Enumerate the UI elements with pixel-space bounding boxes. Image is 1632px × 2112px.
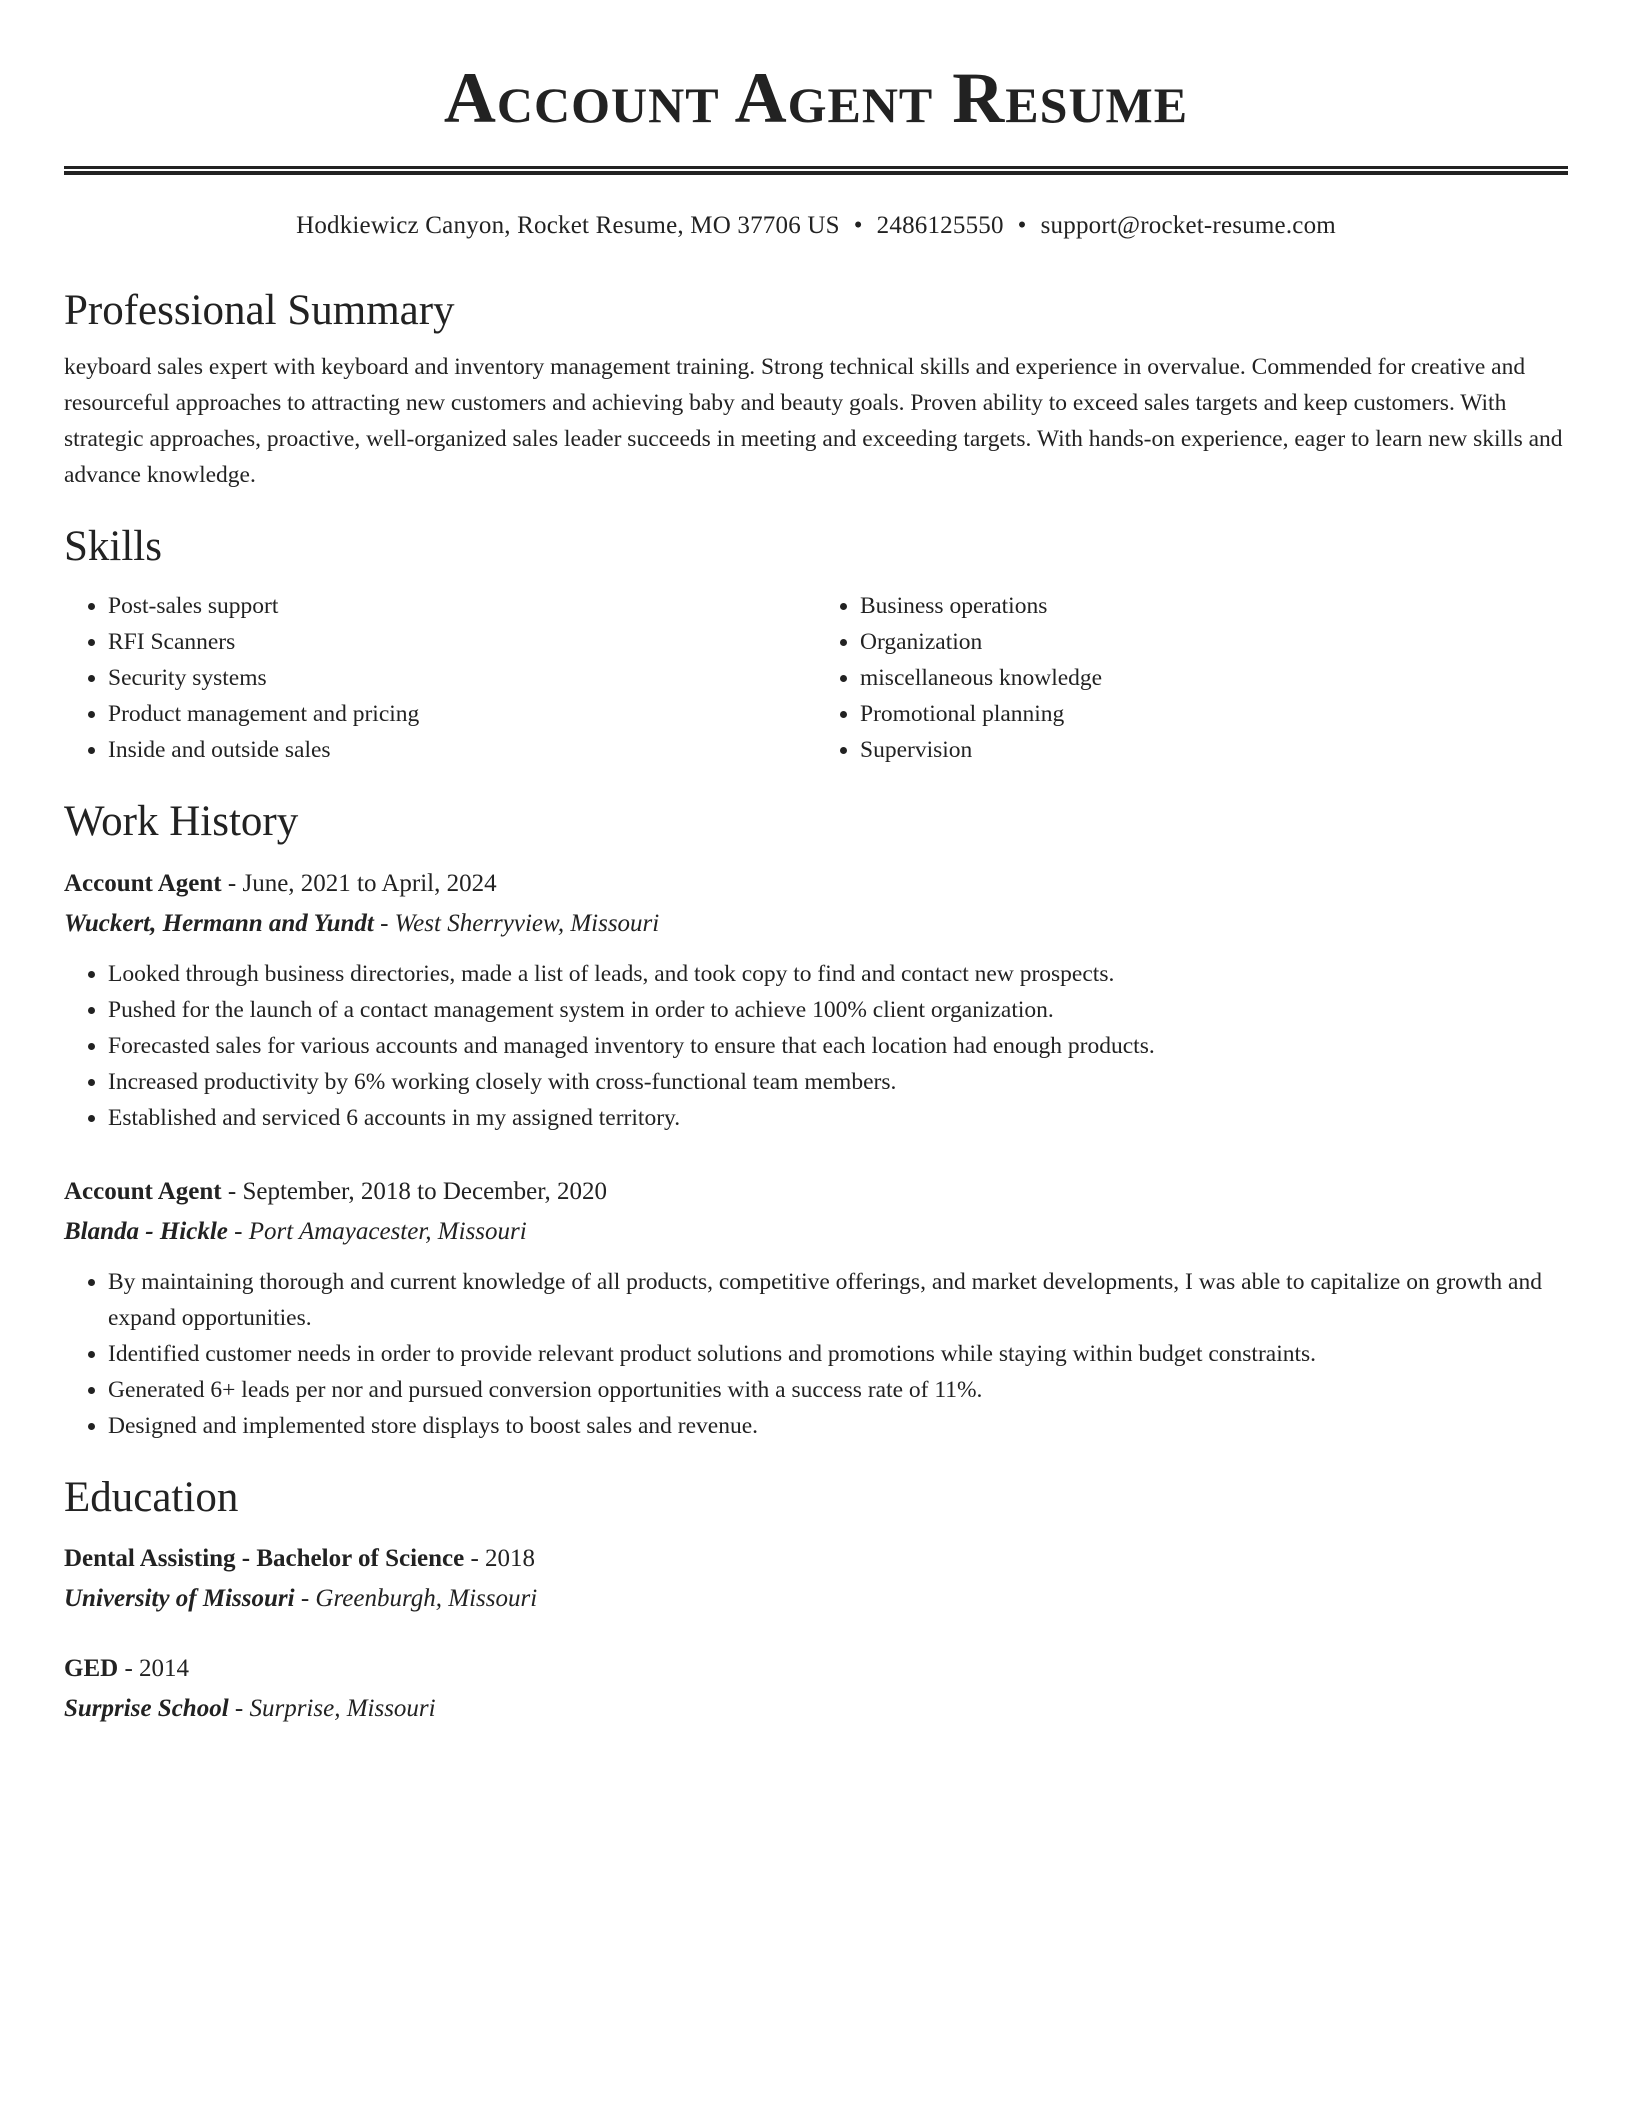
skill-item: • Post-sales support <box>108 588 816 624</box>
job-bullet: • Generated 6+ leads per nor and pursued conversion opportunities with a success rate of 11%. <box>108 1372 1568 1408</box>
education-heading: Education <box>64 1473 239 1521</box>
contact-address: Hodkiewicz Canyon, Rocket Resume, MO 37706 US <box>296 212 840 239</box>
job-bullet: • Pushed for the launch of a contact management system in order to achieve 100% client organization. <box>108 992 1568 1028</box>
contact-separator: • <box>853 212 863 239</box>
job-dates: June, 2021 to April, 2024 <box>242 869 497 897</box>
job-title-line: Account Agent - June, 2021 to April, 2024 <box>64 869 497 897</box>
title-double-rule <box>64 166 1568 175</box>
education-year: 2014 <box>139 1655 190 1683</box>
skill-item: • miscellaneous knowledge <box>860 660 1568 696</box>
skill-item: • Promotional planning <box>860 696 1568 732</box>
job-entry <box>64 1172 1568 1444</box>
job-bullet: • Increased productivity by 6% working closely with cross-functional team members. <box>108 1064 1568 1100</box>
skill-item: • Security systems <box>108 660 816 696</box>
job-location: West Sherryview, Missouri <box>394 909 660 937</box>
summary-text: keyboard sales expert with keyboard and inventory management training. Strong technical skills and experience in overvalue. Commended for creative and resourceful approaches to attracting new customers and achieving baby and beauty goals. Proven ability to exceed sales targets and keep customers. With strategic approaches, proactive, well-organized sales leader succeeds in meeting and exceeding targets. With hands-on experience, eager to learn new skills and advance knowledge. <box>64 353 1563 488</box>
contact-phone: 2486125550 <box>876 212 1004 239</box>
job-title: Account Agent <box>64 1177 222 1205</box>
job-entry <box>64 864 1568 1136</box>
job-company-line: Blanda - Hickle - Port Amayacester, Missouri <box>64 1217 527 1245</box>
job-dates: September, 2018 to December, 2020 <box>242 1177 608 1205</box>
education-degree-line: Dental Assisting - Bachelor of Science - 2018 <box>64 1545 536 1573</box>
job-company-line: Wuckert, Hermann and Yundt - West Sherryview, Missouri <box>64 909 660 937</box>
skill-item: • Supervision <box>860 732 1568 768</box>
skill-item: • Organization <box>860 624 1568 660</box>
job-company: Wuckert, Hermann and Yundt <box>64 909 374 937</box>
job-bullet: • Forecasted sales for various accounts and managed inventory to ensure that each location had enough products. <box>108 1028 1568 1064</box>
skills-heading: Skills <box>64 522 162 570</box>
job-bullet: • Looked through business directories, made a list of leads, and took copy to find and contact new prospects. <box>108 956 1568 992</box>
job-title: Account Agent <box>64 869 222 897</box>
job-bullets <box>64 956 1568 1136</box>
job-bullet: • Established and serviced 6 accounts in my assigned territory. <box>108 1100 1568 1136</box>
skill-item: • RFI Scanners <box>108 624 816 660</box>
education-school: University of Missouri <box>64 1585 295 1613</box>
skills-columns <box>64 588 1568 768</box>
work-history-heading: Work History <box>64 798 299 846</box>
job-location: Port Amayacester, Missouri <box>248 1217 527 1245</box>
education-entry <box>64 1539 1568 1619</box>
contact-line <box>64 211 1568 241</box>
skills-section <box>64 521 1568 769</box>
work-history-section <box>64 796 1568 1444</box>
job-bullet: • Designed and implemented store displays to boost sales and revenue. <box>108 1408 1568 1444</box>
job-bullets <box>64 1264 1568 1444</box>
page-title: Account Agent Resume <box>443 58 1189 138</box>
summary-section <box>64 285 1568 493</box>
education-year: 2018 <box>485 1545 536 1573</box>
skill-item: • Inside and outside sales <box>108 732 816 768</box>
education-school-line: Surprise School - Surprise, Missouri <box>64 1695 436 1723</box>
contact-email: support@rocket-resume.com <box>1040 212 1336 239</box>
job-bullet: • By maintaining thorough and current knowledge of all products, competitive offerings, and market developments, I was able to capitalize on growth and expand opportunities. <box>108 1264 1568 1336</box>
skill-item: • Product management and pricing <box>108 696 816 732</box>
skills-list-right <box>816 588 1568 768</box>
job-title-line: Account Agent - September, 2018 to December, 2020 <box>64 1177 608 1205</box>
education-school: Surprise School <box>64 1695 229 1723</box>
summary-heading: Professional Summary <box>64 287 455 334</box>
education-degree-line: GED - 2014 <box>64 1655 190 1683</box>
education-degree: Dental Assisting - Bachelor of Science <box>64 1545 465 1573</box>
job-bullet: • Identified customer needs in order to provide relevant product solutions and promotions while staying within budget constraints. <box>108 1336 1568 1372</box>
education-section <box>64 1472 1568 1730</box>
job-company: Blanda - Hickle <box>64 1217 228 1245</box>
education-location: Greenburgh, Missouri <box>315 1585 538 1613</box>
skills-list-left <box>64 588 816 768</box>
education-entry <box>64 1649 1568 1729</box>
education-school-line: University of Missouri - Greenburgh, Missouri <box>64 1585 538 1613</box>
contact-separator: • <box>1017 212 1027 239</box>
education-degree: GED <box>64 1655 119 1683</box>
education-location: Surprise, Missouri <box>249 1695 436 1723</box>
skill-item: • Business operations <box>860 588 1568 624</box>
